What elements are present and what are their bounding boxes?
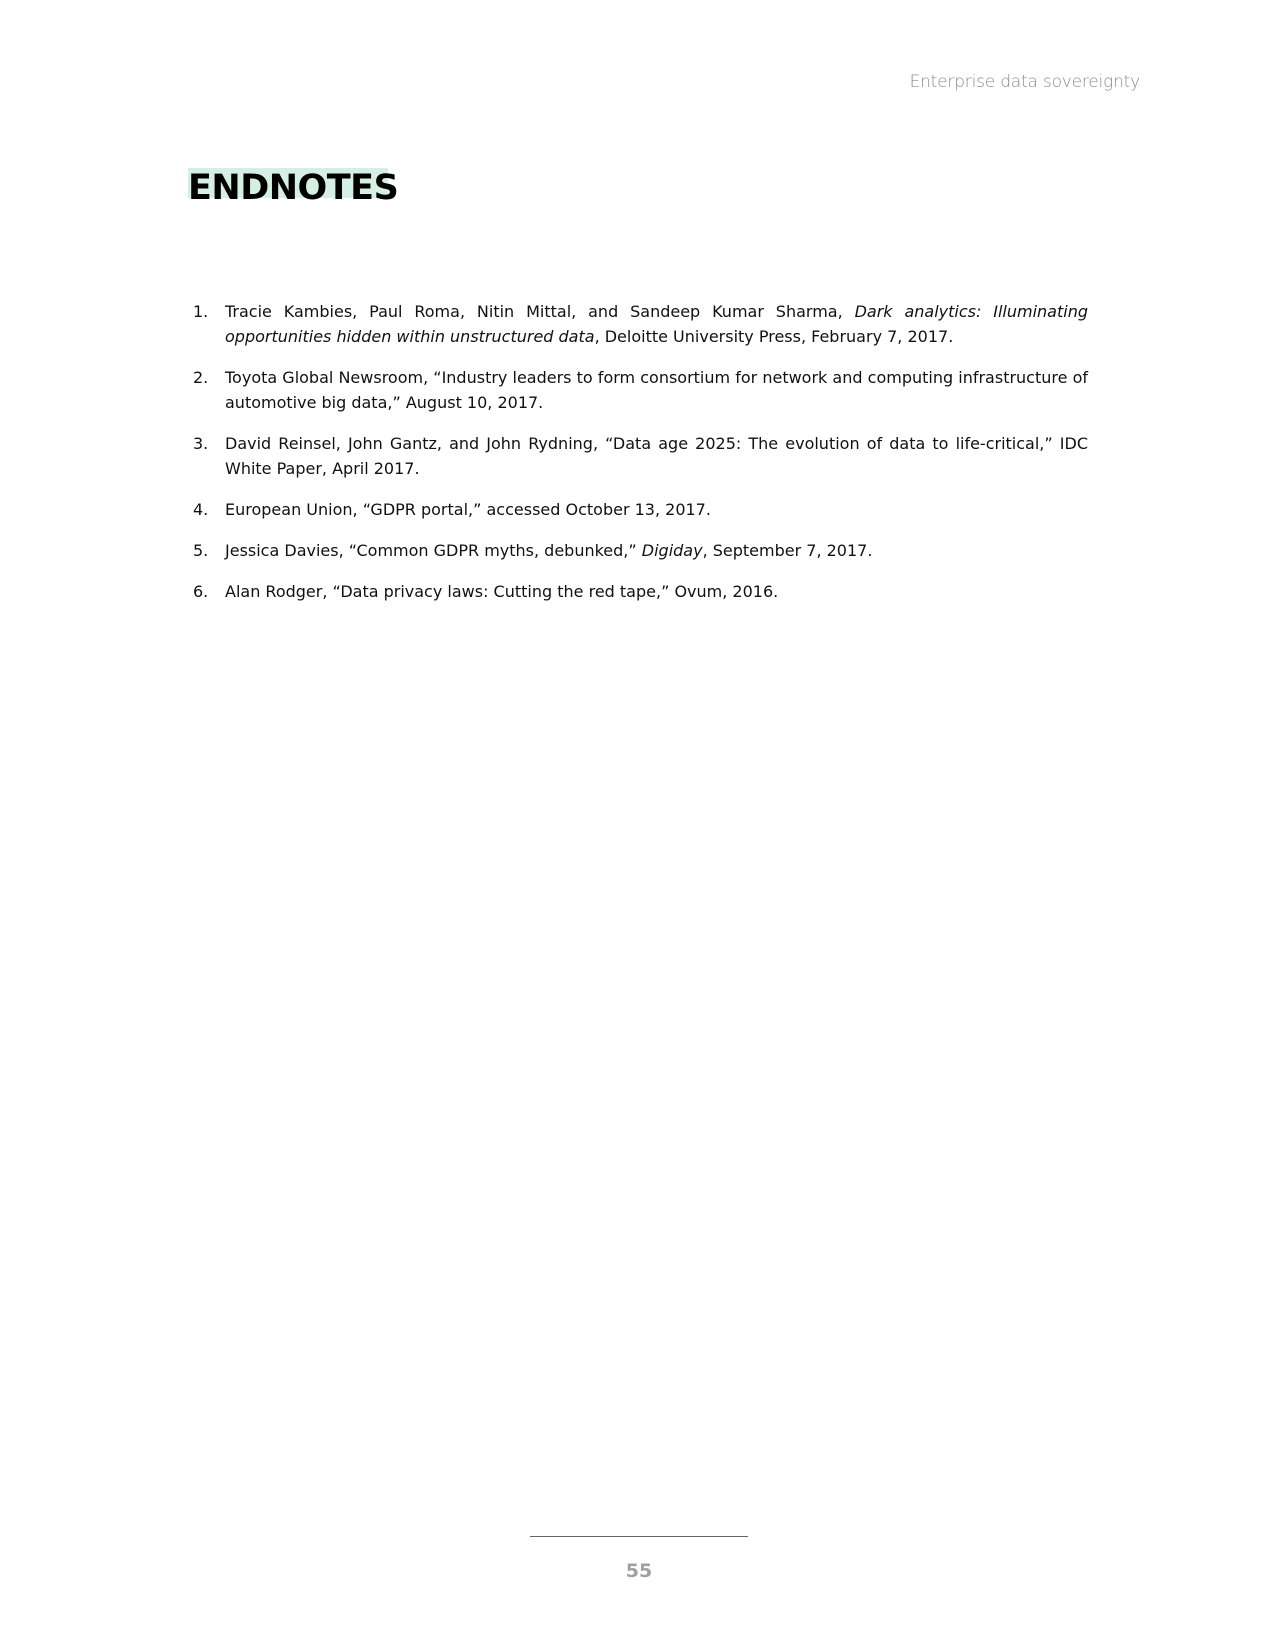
endnote-number: 5. (193, 541, 209, 560)
page-number: 55 (625, 1560, 653, 1582)
endnote-text (225, 579, 1088, 604)
endnote-item (188, 579, 1088, 604)
endnotes-list (188, 299, 1088, 620)
endnote-item (188, 538, 1088, 563)
endnote-number: 3. (193, 434, 209, 453)
endnote-number: 2. (193, 368, 209, 387)
endnote-item (188, 299, 1088, 349)
endnote-text-before: Jessica Davies, “Common GDPR myths, debunked,” (225, 541, 642, 560)
endnote-text (225, 299, 1088, 349)
endnote-item (188, 365, 1088, 415)
endnote-text-before: European Union, “GDPR portal,” accessed October 13, 2017. (225, 500, 711, 519)
endnote-text-after: , September 7, 2017. (702, 541, 873, 560)
endnote-text-before: David Reinsel, John Gantz, and John Rydning, “Data age 2025: The evolution of data to life-critical,” IDC White Paper, April 2017. (225, 434, 1088, 478)
endnote-text-before: Tracie Kambies, Paul Roma, Nitin Mittal, and Sandeep Kumar Sharma, (225, 302, 855, 321)
endnote-number: 4. (193, 500, 209, 519)
endnote-text (225, 431, 1088, 481)
endnote-text-before: Toyota Global Newsroom, “Industry leaders to form consortium for network and computing infrastructure of automotive big data,” August 10, 2017. (225, 368, 1088, 412)
endnote-text-before: Alan Rodger, “Data privacy laws: Cutting the red tape,” Ovum, 2016. (225, 582, 779, 601)
page-title: ENDNOTES (188, 168, 399, 208)
endnote-text-italic: Dark analytics: Illuminating opportunities hidden within unstructured data (225, 302, 1088, 346)
endnote-number: 6. (193, 582, 209, 601)
section-heading-block (188, 168, 398, 208)
running-header: Enterprise data sovereignty (909, 72, 1140, 92)
footer-divider (530, 1536, 748, 1537)
endnote-number: 1. (193, 302, 209, 321)
endnote-item (188, 497, 1088, 522)
endnote-item (188, 431, 1088, 481)
endnote-text-after: , Deloitte University Press, February 7, 2017. (594, 327, 954, 346)
endnote-text (225, 365, 1088, 415)
endnote-text (225, 497, 1088, 522)
endnote-text-italic: Digiday (641, 541, 703, 560)
endnote-text (225, 538, 1088, 563)
